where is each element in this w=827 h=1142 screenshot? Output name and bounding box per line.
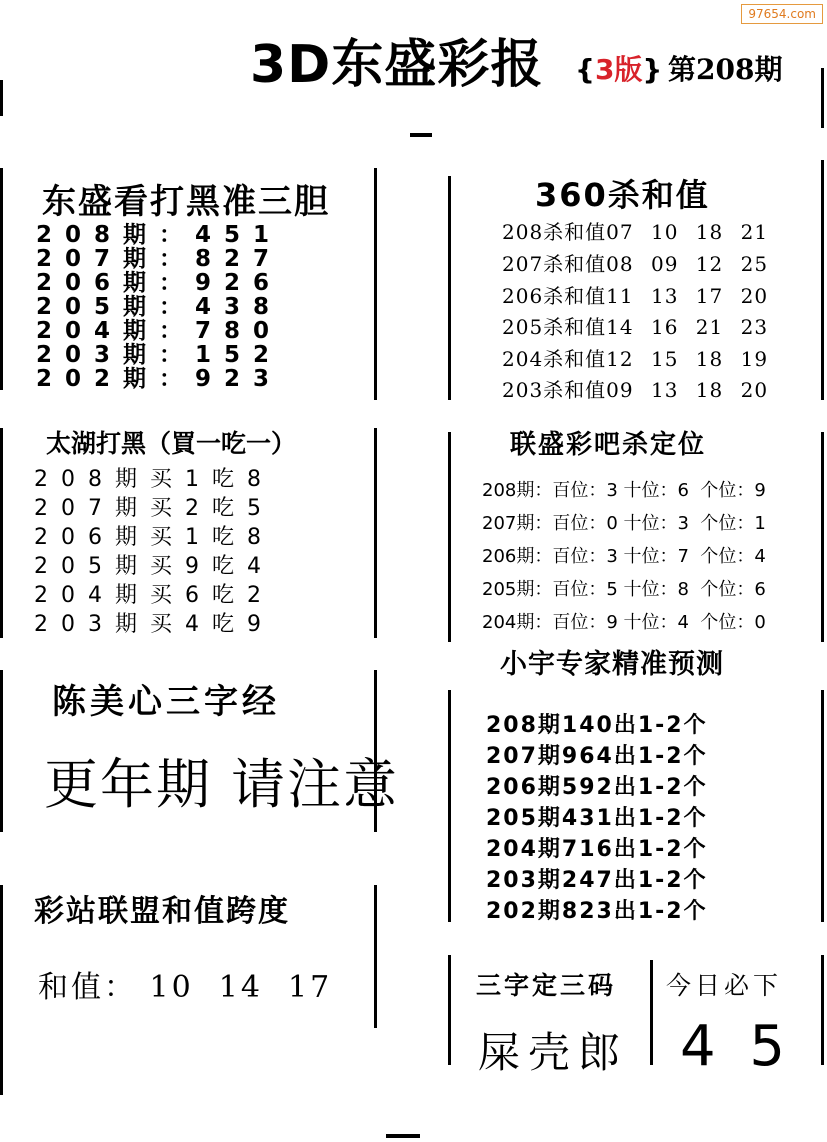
edition-brace-open: { [575,53,595,86]
taihu-row: 208期买1吃8 [34,467,274,492]
col-rule-3 [374,428,377,638]
sanzi-title: 三字定三码 [476,971,617,1000]
masthead-title: 3D东盛彩报 [250,35,544,95]
kill-sum-row: 203杀和值09 13 18 20 [502,378,769,402]
expert-row: 206期592出1-2个 [486,775,708,800]
kill-sum-title: 360杀和值 [535,176,710,214]
expert-row: 205期431出1-2个 [486,806,708,831]
kill-sum-row: 205杀和值14 16 21 23 [502,315,769,339]
dongsheng-row: 207期：827 [36,246,283,272]
union-position-row: 205期：百位：5 十位：8 个位：6 [482,579,766,600]
taihu-row: 207期买2吃5 [34,496,274,521]
expert-row: 208期140出1-2个 [486,713,708,738]
caizhan-title: 彩站联盟和值跨度 [34,894,290,929]
bottom-dash [386,1134,420,1138]
expert-title: 小宇专家精准预测 [500,649,724,680]
taihu-row: 206期买1吃8 [34,525,274,550]
taihu-row: 203期买4吃9 [34,612,274,637]
caizhan-body: 和值： 10 14 17 [38,970,333,1005]
union-position-row: 204期：百位：9 十位：4 个位：0 [482,612,766,633]
right-rule-3 [821,690,824,922]
issue-number: 第208期 [668,53,783,86]
chen-title: 陈美心三字经 [52,682,280,722]
left-rule-3 [0,670,3,832]
kill-sum-row: 206杀和值11 13 17 20 [502,284,769,308]
kill-sum-row: 204杀和值12 15 18 19 [502,347,769,371]
right-rule-4 [821,955,824,1065]
watermark: 97654.com [741,4,823,24]
taihu-row: 205期买9吃4 [34,554,274,579]
union-position-row: 207期：百位：0 十位：3 个位：1 [482,513,766,534]
top-dash [410,133,432,137]
today-title: 今日必下 [666,971,783,1000]
dongsheng-row: 203期：152 [36,342,283,368]
col-rule-8 [448,955,451,1065]
right-edge-rule [821,68,824,128]
left-rule-2 [0,428,3,638]
union-position-row: 208期：百位：3 十位：6 个位：9 [482,480,766,501]
left-edge-rule [0,80,3,116]
taihu-row: 204期买6吃2 [34,583,274,608]
edition-badge [575,48,662,88]
left-rule-1 [0,168,3,390]
expert-row: 202期823出1-2个 [486,899,708,924]
box-divider-rule [650,960,653,1065]
right-rule-2 [821,432,824,642]
col-rule-4 [448,432,451,642]
today-body: 4 5 [680,1014,794,1079]
union-position-title: 联盛彩吧杀定位 [510,430,707,460]
dongsheng-row: 202期：923 [36,366,283,392]
kill-sum-row: 207杀和值08 09 12 25 [502,252,769,276]
edition-brace-close: } [642,53,663,86]
left-rule-4 [0,885,3,1095]
col-rule-2 [448,176,451,400]
today-body-clip [680,1010,820,1079]
dongsheng-row: 205期：438 [36,294,283,320]
col-rule-7 [374,885,377,1028]
dongsheng-row: 206期：926 [36,270,283,296]
union-title-clip [500,430,780,460]
col-rule-1 [374,168,377,400]
sanzi-body: 屎壳郎 [478,1028,629,1077]
dongsheng-title: 东盛看打黑准三胆 [42,182,330,222]
expert-row: 207期964出1-2个 [486,744,708,769]
expert-row: 204期716出1-2个 [486,837,708,862]
union-position-row: 206期：百位：3 十位：7 个位：4 [482,546,766,567]
right-rule-1 [821,160,824,400]
expert-row: 203期247出1-2个 [486,868,708,893]
dongsheng-row: 204期：780 [36,318,283,344]
kill-sum-row: 208杀和值07 10 18 21 [502,220,769,244]
col-rule-6 [448,690,451,922]
edition-label: 3版 [594,53,643,86]
chen-body: 更年期 请注意 [44,753,400,816]
dongsheng-row: 208期：451 [36,222,283,248]
taihu-title: 太湖打黑（買一吃一） [46,429,297,458]
